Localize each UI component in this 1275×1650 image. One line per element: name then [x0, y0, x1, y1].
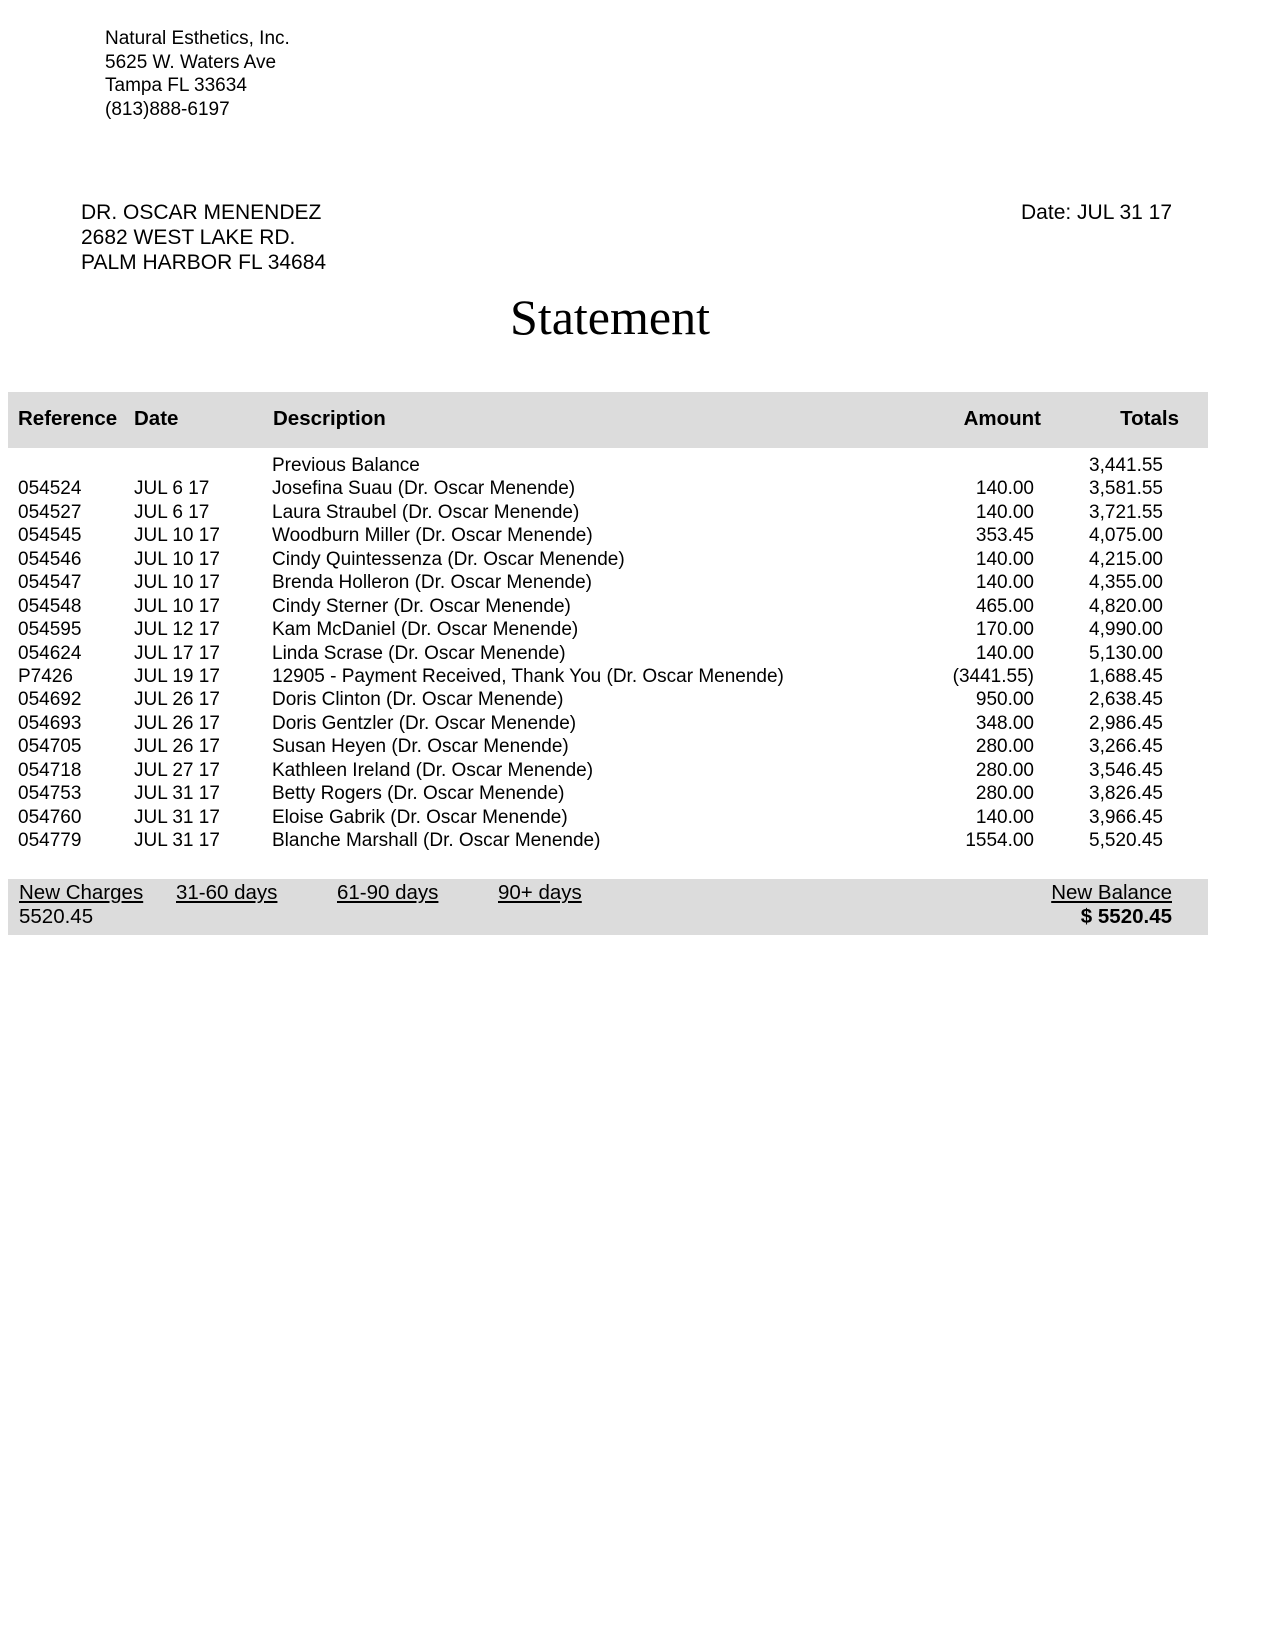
cell-amount: 280.00	[975, 759, 1034, 781]
cell-amount: 140.00	[975, 501, 1034, 523]
cell-total: 3,826.45	[1089, 783, 1163, 805]
table-row	[8, 735, 1208, 758]
cell-total: 2,986.45	[1089, 712, 1163, 734]
cell-total: 4,820.00	[1089, 595, 1163, 617]
cell-date: JUL 12 17	[134, 619, 220, 641]
cell-date: JUL 26 17	[134, 736, 220, 758]
cell-date: JUL 10 17	[134, 572, 220, 594]
new-balance-value: $ 5520.45	[1080, 905, 1172, 928]
cell-amount: 140.00	[975, 806, 1034, 828]
table-row	[8, 524, 1208, 547]
table-row	[8, 759, 1208, 782]
cell-description: Linda Scrase (Dr. Oscar Menende)	[272, 642, 566, 664]
customer-street: 2682 WEST LAKE RD.	[81, 226, 296, 249]
customer-address	[81, 200, 326, 275]
cell-reference: 054548	[18, 595, 82, 617]
customer-city-state-zip: PALM HARBOR FL 34684	[81, 251, 327, 274]
header-amount: Amount	[963, 407, 1041, 430]
cell-reference: 054545	[18, 525, 82, 547]
customer-name: DR. OSCAR MENENDEZ	[81, 201, 322, 224]
cell-date: JUL 10 17	[134, 548, 220, 570]
cell-description: Susan Heyen (Dr. Oscar Menende)	[272, 736, 569, 758]
cell-date: JUL 10 17	[134, 525, 220, 547]
cell-reference: 054692	[18, 689, 82, 711]
cell-reference: 054547	[18, 572, 82, 594]
cell-reference: 054753	[18, 783, 82, 805]
days-31-60-label: 31-60 days	[176, 881, 278, 904]
cell-date: JUL 26 17	[134, 712, 220, 734]
header-totals: Totals	[1120, 407, 1179, 430]
page-title: Statement	[510, 289, 710, 345]
cell-total: 2,638.45	[1089, 689, 1163, 711]
table-row	[8, 571, 1208, 594]
cell-total: 5,520.45	[1089, 830, 1163, 851]
cell-date: JUL 31 17	[134, 830, 220, 851]
cell-description: Previous Balance	[272, 455, 420, 476]
cell-total: 3,581.55	[1089, 478, 1163, 500]
cell-reference: 054527	[18, 501, 82, 523]
days-61-90-label: 61-90 days	[337, 881, 439, 904]
table-row	[8, 501, 1208, 524]
cell-date: JUL 31 17	[134, 783, 220, 805]
cell-date: JUL 10 17	[134, 595, 220, 617]
aging-summary	[8, 879, 1208, 935]
header-date: Date	[134, 407, 179, 430]
cell-description: 12905 - Payment Received, Thank You (Dr. Oscar Menende)	[272, 665, 784, 687]
cell-reference: 054595	[18, 619, 82, 641]
cell-amount: 140.00	[975, 478, 1034, 500]
cell-description: Josefina Suau (Dr. Oscar Menende)	[272, 478, 576, 500]
cell-amount: 353.45	[975, 525, 1034, 547]
cell-total: 3,441.55	[1089, 455, 1163, 476]
header-reference: Reference	[18, 407, 118, 430]
cell-reference: 054693	[18, 712, 82, 734]
cell-description: Brenda Holleron (Dr. Oscar Menende)	[272, 572, 592, 594]
cell-amount: 140.00	[975, 642, 1034, 664]
statement-date: Date: JUL 31 17	[1021, 201, 1172, 224]
table-row	[8, 642, 1208, 665]
cell-total: 3,966.45	[1089, 806, 1163, 828]
table-row	[8, 688, 1208, 711]
company-street: 5625 W. Waters Ave	[105, 51, 277, 73]
cell-amount: 280.00	[975, 736, 1034, 758]
cell-amount: 1554.00	[965, 830, 1034, 851]
cell-total: 4,215.00	[1089, 548, 1163, 570]
cell-description: Cindy Sterner (Dr. Oscar Menende)	[272, 595, 571, 617]
cell-total: 4,355.00	[1089, 572, 1163, 594]
cell-date: JUL 17 17	[134, 642, 220, 664]
table-row	[8, 477, 1208, 500]
company-city-state-zip: Tampa FL 33634	[105, 75, 247, 96]
cell-date: JUL 26 17	[134, 689, 220, 711]
cell-reference: 054718	[18, 759, 82, 781]
transaction-list	[8, 454, 1208, 852]
cell-reference: 054705	[18, 736, 82, 758]
cell-total: 3,266.45	[1089, 736, 1163, 758]
cell-description: Kam McDaniel (Dr. Oscar Menende)	[272, 619, 579, 641]
cell-description: Kathleen Ireland (Dr. Oscar Menende)	[272, 759, 594, 781]
table-row	[8, 782, 1208, 805]
table-header	[8, 392, 1208, 448]
table-row	[8, 829, 1208, 852]
cell-total: 4,075.00	[1089, 525, 1163, 547]
company-address	[105, 27, 290, 121]
cell-reference: 054546	[18, 548, 82, 570]
cell-amount: (3441.55)	[952, 665, 1034, 687]
cell-reference: 054524	[18, 478, 82, 500]
cell-date: JUL 31 17	[134, 806, 220, 828]
table-row	[8, 595, 1208, 618]
cell-total: 1,688.45	[1089, 665, 1163, 687]
cell-description: Blanche Marshall (Dr. Oscar Menende)	[272, 830, 601, 851]
cell-date: JUL 6 17	[134, 478, 210, 500]
cell-description: Betty Rogers (Dr. Oscar Menende)	[272, 783, 565, 805]
cell-date: JUL 6 17	[134, 501, 210, 523]
table-row	[8, 454, 1208, 477]
cell-date: JUL 19 17	[134, 665, 220, 687]
header-description: Description	[273, 407, 386, 430]
cell-description: Laura Straubel (Dr. Oscar Menende)	[272, 501, 580, 523]
cell-date: JUL 27 17	[134, 759, 220, 781]
cell-reference: P7426	[18, 665, 73, 687]
cell-amount: 465.00	[975, 595, 1034, 617]
table-row	[8, 806, 1208, 829]
new-charges-label: New Charges	[19, 881, 144, 904]
cell-amount: 950.00	[975, 689, 1034, 711]
company-phone: (813)888-6197	[105, 98, 230, 120]
cell-description: Woodburn Miller (Dr. Oscar Menende)	[272, 525, 593, 547]
cell-amount: 280.00	[975, 783, 1034, 805]
new-charges-value: 5520.45	[19, 905, 94, 928]
cell-reference: 054779	[18, 830, 82, 851]
table-row	[8, 665, 1208, 688]
new-balance-label: New Balance	[1051, 881, 1172, 904]
cell-amount: 140.00	[975, 548, 1034, 570]
cell-amount: 170.00	[975, 619, 1034, 641]
cell-description: Cindy Quintessenza (Dr. Oscar Menende)	[272, 548, 625, 570]
cell-amount: 140.00	[975, 572, 1034, 594]
days-90-plus-label: 90+ days	[498, 881, 582, 904]
cell-description: Doris Clinton (Dr. Oscar Menende)	[272, 689, 564, 711]
cell-reference: 054624	[18, 642, 82, 664]
cell-total: 3,546.45	[1089, 759, 1163, 781]
cell-amount: 348.00	[975, 712, 1034, 734]
cell-total: 5,130.00	[1089, 642, 1163, 664]
table-row	[8, 712, 1208, 735]
cell-total: 4,990.00	[1089, 619, 1163, 641]
cell-total: 3,721.55	[1089, 501, 1163, 523]
cell-description: Eloise Gabrik (Dr. Oscar Menende)	[272, 806, 568, 828]
table-row	[8, 548, 1208, 571]
table-row	[8, 618, 1208, 641]
company-name: Natural Esthetics, Inc.	[105, 28, 290, 49]
cell-description: Doris Gentzler (Dr. Oscar Menende)	[272, 712, 577, 734]
cell-reference: 054760	[18, 806, 82, 828]
